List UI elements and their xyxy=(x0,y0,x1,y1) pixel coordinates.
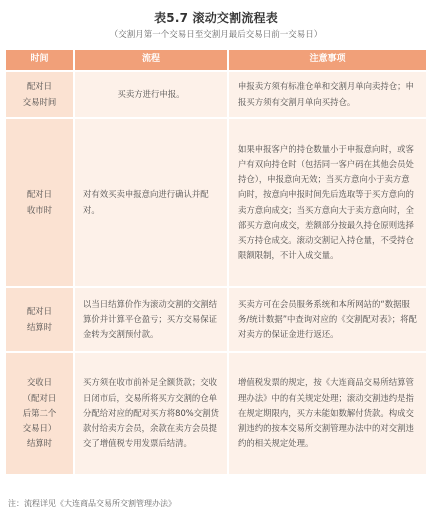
header-flow: 流程 xyxy=(74,50,228,71)
table-row xyxy=(6,352,426,474)
row-flow: 对有效买卖申报意向进行确认并配对。 xyxy=(74,118,228,287)
row-time: 配对日 结算时 xyxy=(6,287,74,352)
row-flow: 买方须在收市前补足全额货款；交收日闭市后，交易所将买方交割的仓单分配给对应的配对买方将80%交割货款付给卖方会员，余款在卖方会员提交了增值税专用发票后结清。 xyxy=(74,352,228,474)
header-notes: 注意事项 xyxy=(228,50,426,71)
row-time: 交收日 （配对日 后第二个 交易日） 结算时 xyxy=(6,352,74,474)
row-notes: 如果申报客户的持仓数量小于申报意向时，或客户有双向持仓时（包括同一客户码在其他会员处持仓），申报意向无效；当买方意向小于卖方意向时，按意向申报时间先后选取等于买方意向的卖方意向成交；当买方意向大于卖方意向时，全部买方意向成交，差额部分按最久持仓原则选择买方持仓成交。滚动交割记入持仓量，不受持仓限额限制，不计入成交量。 xyxy=(228,118,426,287)
row-notes: 增值税发票的规定，按《大连商品交易所结算管理办法》中的有关规定处理；滚动交割违约是指在规定期限内，买方未能如数解付货款。构成交割违约的按本交易所交割管理办法中的对交割违约的相关规定处理。 xyxy=(228,352,426,474)
row-time: 配对日 收市时 xyxy=(6,118,74,287)
footnote: 注：流程详见《大连商品交易所交割管理办法》 xyxy=(8,499,176,508)
table-subtitle: （交割月第一个交易日至交割月最后交易日前一交易日） xyxy=(109,30,323,40)
row-notes: 申报卖方须有标准仓单和交割月单向卖持仓；申报买方须有交割月单向买持仓。 xyxy=(228,71,426,118)
row-flow: 买卖方进行申报。 xyxy=(74,71,228,118)
row-time: 配对日 交易时间 xyxy=(6,71,74,118)
rolling-delivery-table xyxy=(6,50,426,474)
table-row xyxy=(6,118,426,287)
table-row xyxy=(6,287,426,352)
row-flow: 以当日结算价作为滚动交割的交割结算价并计算平仓盈亏；买方交易保证金转为交割预付款。 xyxy=(74,287,228,352)
header-time: 时间 xyxy=(6,50,74,71)
row-notes: 买卖方可在会员服务系统和本所网站的“数据服务/统计数据”中查询对应的《交割配对表》；将配对卖方的保证金进行返还。 xyxy=(228,287,426,352)
header-row xyxy=(6,50,426,71)
table-title: 表5.7 滚动交割流程表 xyxy=(154,11,278,25)
table-row xyxy=(6,71,426,118)
